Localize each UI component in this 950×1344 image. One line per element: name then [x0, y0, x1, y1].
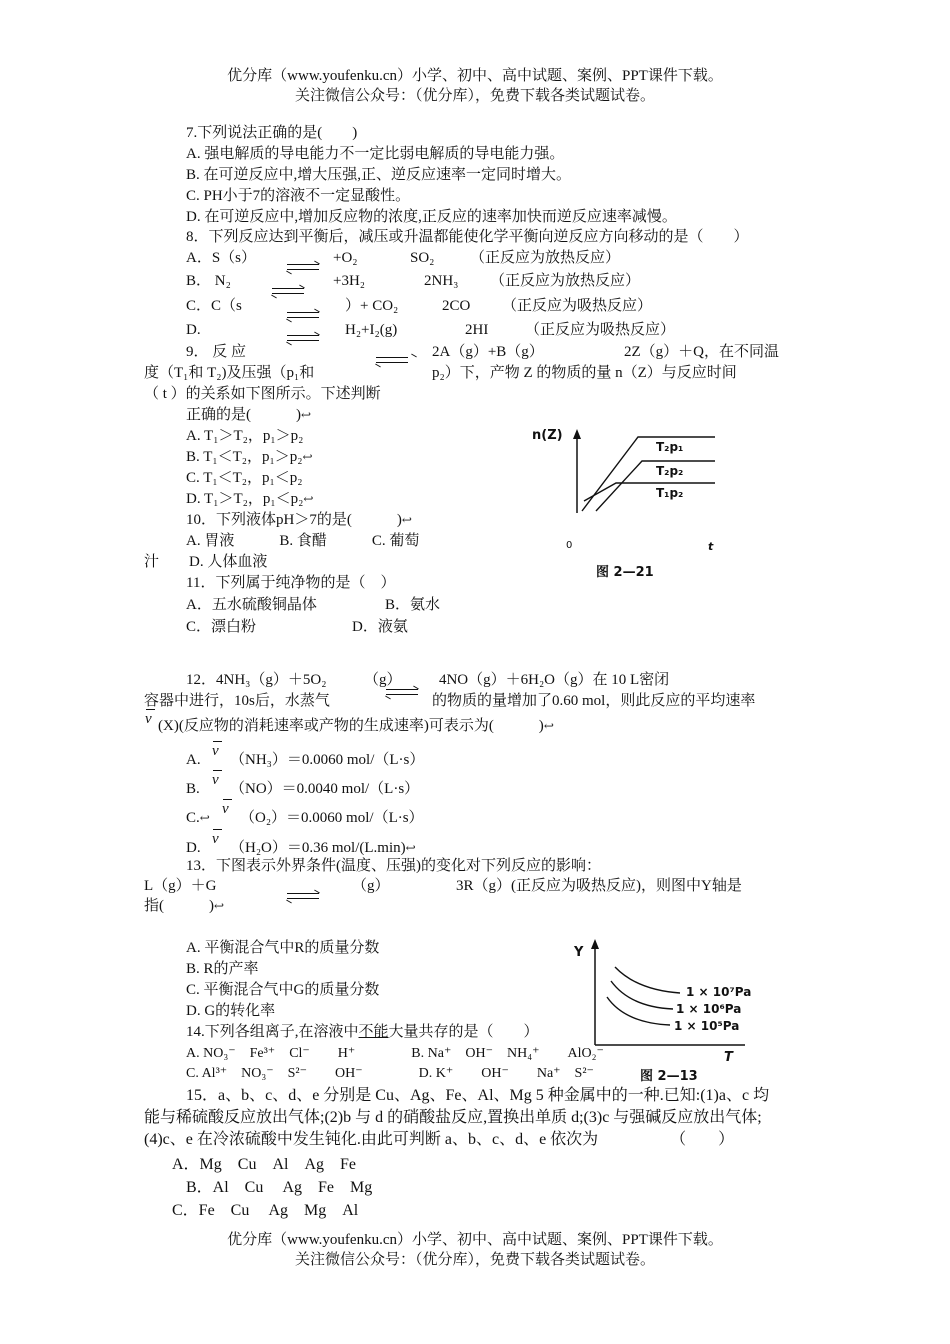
q9-stem-part6: （ t ）的关系如下图所示。下述判断 [144, 386, 381, 402]
header-line-2: 关注微信公众号：（优分库），免费下载各类试题试卷。 [294, 88, 655, 104]
q12-stem-2b: 的物质的量增加了0.60 mol，则此反应的平均速率 [432, 693, 756, 709]
fig1-curve-label-1: T₂p₁ [656, 440, 684, 454]
q13-option-b: B. R的产率 [186, 961, 259, 977]
q14-row-1: A. NO₃⁻ Fe³⁺ Cl⁻ H⁺ B. Na⁺ OH⁻ NH₄⁺ AlO₂⁻ [186, 1046, 604, 1061]
q7-option-d: D. 在可逆反应中,增加反应物的浓度,正反应的速率加快而逆反应速率减慢。 [186, 209, 677, 225]
return-marker-icon: ↩ [401, 513, 412, 527]
q15-option-a: A．Mg Cu Al Ag Fe [172, 1156, 357, 1173]
q8-c-part1: C．C（s [186, 298, 242, 314]
return-marker-icon: ↩ [405, 841, 416, 855]
v-bar-symbol: v [212, 743, 219, 759]
y-axis-arrow-icon [591, 939, 599, 949]
fig2-caption: 图 2—13 [640, 1069, 698, 1084]
q9-option-c: C. T₁＜T₂，p₁＜p₂ [186, 470, 303, 486]
return-marker-icon: ↩ [199, 811, 210, 825]
curve-t2p1 [582, 437, 715, 511]
equilibrium-arrow-icon [287, 334, 319, 344]
q15-stem-2: 能与稀硫酸反应放出气体;(2)b 与 d 的硝酸盐反应,置换出单质 d;(3)c 与强碱反应放出气体; [144, 1109, 762, 1126]
q11-stem: 11．下列属于纯净物的是（ ） [186, 575, 396, 591]
q7-option-c: C. PH小于7的溶液不一定显酸性。 [186, 188, 411, 204]
q10-stem: 10．下列液体pH＞7的是( )↩ [186, 512, 412, 528]
q13-option-a: A. 平衡混合气中R的质量分数 [186, 940, 380, 956]
q13-option-d: D. G的转化率 [186, 1003, 276, 1019]
return-marker-icon: ↩ [303, 492, 314, 506]
fig1-curve-label-2: T₂p₂ [656, 464, 684, 478]
fig1-curve-label-3: T₁p₂ [656, 486, 684, 500]
equilibrium-arrow-icon [287, 892, 319, 902]
fig1-xlabel: t [708, 540, 714, 553]
q13-stem: 13．下图表示外界条件(温度、压强)的变化对下列反应的影响： [186, 858, 601, 874]
q8-stem: 8．下列反应达到平衡后，减压或升温都能使化学平衡向逆反应方向移动的是（ ） [186, 229, 749, 245]
curve-t1p2 [584, 483, 715, 501]
fig2-curve-label-1: 1 × 10⁷Pa [686, 985, 752, 999]
q13-stem-part2: （g） [352, 878, 390, 894]
q11-option-d: D．液氨 [352, 619, 408, 635]
q10-options: A. 胃液 B. 食醋 C. 葡萄 [186, 533, 420, 549]
q8-d-part2: H₂+I₂(g) [345, 322, 398, 338]
q9-stem-part5: p₂）下，产物 Z 的物质的量 n（Z）与反应时间 [432, 365, 737, 381]
equilibrium-arrow-icon [287, 263, 319, 273]
q9-stem-part2: 2A（g）+B（g） [432, 344, 544, 360]
v-bar-symbol: v [222, 801, 229, 817]
q9-option-b: B. T₁＜T₂，p₁＞p₂↩ [186, 449, 313, 465]
v-bar-symbol: v [145, 711, 152, 727]
v-bar-symbol: v [212, 772, 219, 788]
fig1-origin: 0 [566, 540, 573, 551]
q14-stem: 14.下列各组离子,在溶液中不能大量共存的是（ ） [186, 1024, 539, 1040]
curve-1e7 [615, 967, 680, 993]
q15-stem-1: 15．a、b、c、d、e 分别是 Cu、Ag、Fe、Al、Mg 5 种金属中的一种.已知:(1)a、c 均 [186, 1087, 770, 1104]
return-marker-icon: ↩ [543, 719, 554, 733]
q12-label-d: D. [186, 840, 201, 856]
q7-option-b: B. 在可逆反应中,增大压强,正、逆反应速率一定同时增大。 [186, 167, 572, 183]
fig2-xlabel: T [724, 1050, 733, 1065]
q12-label-b: B. [186, 781, 200, 797]
q13-stem-part4: 指( )↩ [144, 898, 225, 914]
q12-label-c: C.↩ [186, 810, 210, 826]
q12-option-d: （H₂O）＝0.36 mol/(L.min)↩ [230, 840, 416, 856]
q8-c-part3: 2CO [442, 298, 471, 314]
q11-option-a: A．五水硫酸铜晶体 [186, 597, 317, 613]
footer-line-2: 关注微信公众号：（优分库），免费下载各类试题试卷。 [294, 1252, 655, 1268]
q9-stem-part4: 度（T₁和 T₂)及压强（p₁和 [144, 365, 315, 381]
q11-option-b: B．氨水 [385, 597, 441, 613]
q8-b-part1: B． N₂ [186, 273, 231, 289]
return-marker-icon: ↩ [302, 450, 313, 464]
q13-stem-part3: 3R（g）(正反应为吸热反应)，则图中Y轴是 [456, 878, 742, 894]
q8-b-part2: +3H₂ [333, 273, 366, 289]
q9-option-a: A. T₁＞T₂，p₁＞p₂ [186, 428, 304, 444]
q14-row-2: C. Al³⁺ NO₃⁻ S²⁻ OH⁻ D. K⁺ OH⁻ Na⁺ S²⁻ [186, 1066, 594, 1081]
fig2-curve-label-3: 1 × 10⁵Pa [674, 1019, 740, 1033]
q11-option-c: C．漂白粉 [186, 619, 257, 635]
q15-option-c: C．Fe Cu Ag Mg Al [172, 1202, 359, 1219]
q8-a-part1: A．S（s） [186, 250, 257, 266]
fig2-ylabel: Y [574, 945, 584, 960]
q7-option-a: A. 强电解质的导电能力不一定比弱电解质的导电能力强。 [186, 146, 565, 162]
q15-stem-3: (4)c、e 在冷浓硫酸中发生钝化.由此可判断 a、b、c、d、e 依次为 （ ） [144, 1131, 735, 1148]
fig1-ylabel: n(Z) [532, 428, 563, 443]
header-line-1: 优分库（www.youfenku.cn）小学、初中、高中试题、案例、PPT课件下载。 [227, 68, 723, 84]
q8-d-part3: 2HI [465, 322, 489, 338]
y-axis-arrow-icon [573, 429, 581, 439]
q9-stem-part3: 2Z（g）＋Q，在不同温 [624, 344, 779, 360]
equilibrium-arrow-icon [272, 287, 304, 297]
q9-stem-part1: 9． 反 应 [186, 344, 247, 360]
q9-option-d: D. T₁＞T₂，p₁＜p₂↩ [186, 491, 314, 507]
curve-1e5 [607, 997, 670, 1025]
q14-emphasis: 不能 [358, 1024, 389, 1040]
footer-line-1: 优分库（www.youfenku.cn）小学、初中、高中试题、案例、PPT课件下载。 [227, 1232, 723, 1248]
fig1-caption: 图 2—21 [596, 565, 654, 580]
q15-option-b: B．Al Cu Ag Fe Mg [186, 1179, 373, 1196]
q12-stem-2a: 容器中进行，10s后，水蒸气 [144, 693, 330, 709]
return-marker-icon: ↩ [214, 899, 225, 913]
q12-stem-3: (X)(反应物的消耗速率或产物的生成速率)可表示为( )↩ [158, 718, 554, 734]
q12-stem-1: 12．4NH₃（g）＋5O₂ （g） 4NO（g）＋6H₂O（g）在 10 L密闭 [186, 672, 670, 688]
q8-c-part4: （正反应为吸热反应） [502, 298, 653, 314]
q8-d-part1: D. [186, 322, 201, 338]
equilibrium-arrow-icon [287, 311, 319, 321]
q12-option-b: （NO）＝0.0040 mol/（L·s） [230, 781, 420, 797]
equilibrium-arrow-icon [386, 688, 418, 698]
equilibrium-arrow-icon [376, 356, 416, 366]
q13-option-c: C. 平衡混合气中G的质量分数 [186, 982, 380, 998]
q8-d-part4: （正反应为吸热反应） [525, 322, 676, 338]
q12-option-c: （O₂）＝0.0060 mol/（L·s） [240, 810, 424, 826]
figure-2-21 [530, 425, 730, 555]
q8-a-part2: +O₂ [333, 250, 358, 266]
q8-b-part4: （正反应为放热反应） [490, 273, 641, 289]
return-marker-icon: ↩ [301, 408, 312, 422]
q12-option-a: （NH₃）＝0.0060 mol/（L·s） [230, 752, 425, 768]
q13-stem-part1: L（g）＋G [144, 878, 217, 894]
q9-stem-part7: 正确的是( )↩ [186, 407, 312, 423]
q12-label-a: A. [186, 752, 201, 768]
v-bar-symbol: v [212, 831, 219, 847]
q8-c-part2: ）+ CO₂ [345, 298, 399, 314]
q10-options-cont: 汁 D. 人体血液 [144, 554, 268, 570]
q8-a-part3: SO₂ [410, 250, 435, 266]
q7-stem: 7.下列说法正确的是( ) [186, 125, 358, 141]
q8-a-part4: （正反应为放热反应） [470, 250, 621, 266]
q8-b-part3: 2NH₃ [424, 273, 459, 289]
fig2-curve-label-2: 1 × 10⁶Pa [676, 1002, 742, 1016]
